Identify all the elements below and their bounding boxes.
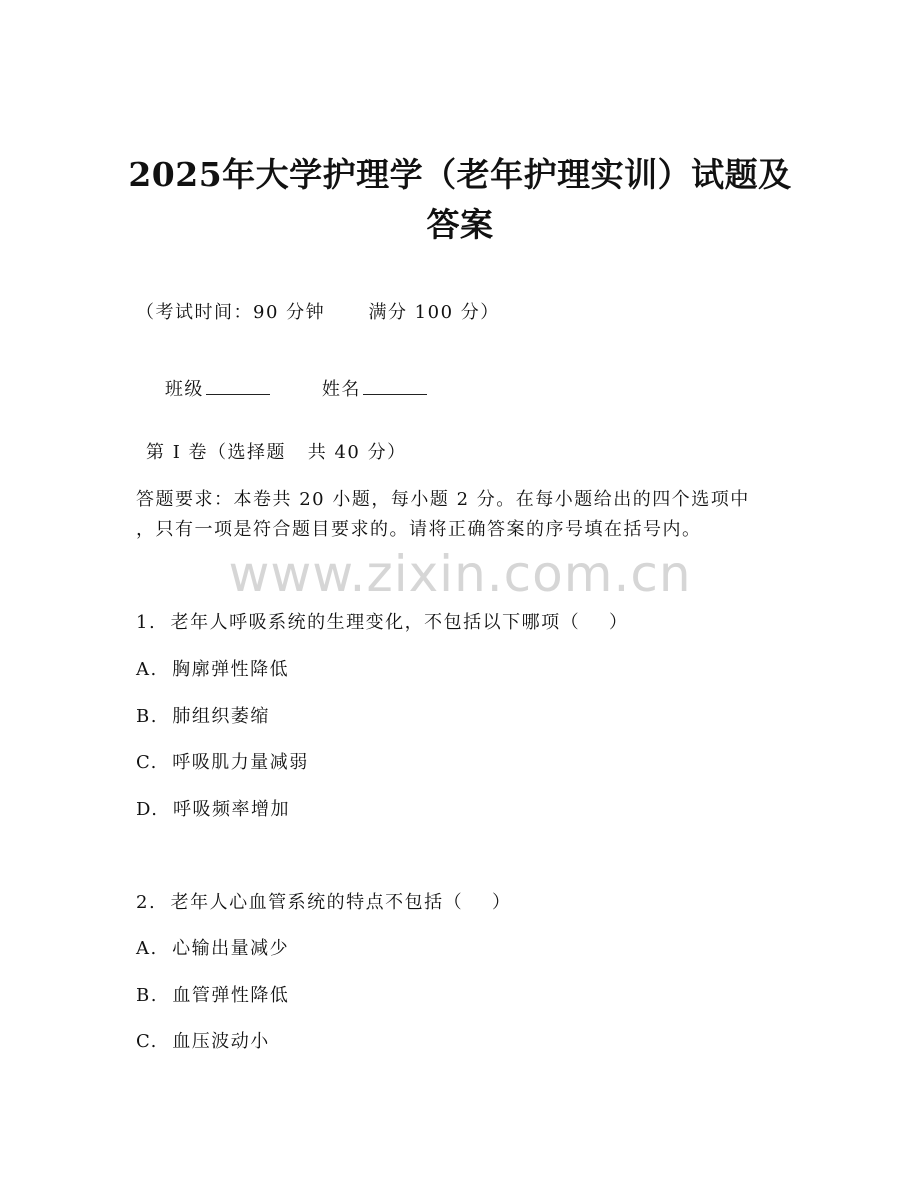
title-line-2: 答案 [426,205,494,244]
watermark: www.zixin.com.cn [228,545,692,603]
question-2-stem: 2. 老年人心血管系统的特点不包括（ ） [136,892,512,913]
class-label: 班级 [164,379,204,400]
name-blank[interactable] [363,376,427,395]
name-label: 姓名 [321,379,361,400]
instructions-line-1: 答题要求：本卷共 20 小题，每小题 2 分。在每小题给出的四个选项中 [136,489,750,510]
instructions-line-2: ，只有一项是符合题目要求的。请将正确答案的序号填在括号内。 [136,519,702,540]
question-1-stem: 1. 老年人呼吸系统的生理变化，不包括以下哪项（ ） [136,612,629,633]
question-2-option-c: C. 血压波动小 [136,1031,270,1052]
question-1-option-d: D. 呼吸频率增加 [136,799,290,820]
question-2-option-a: A. 心输出量减少 [136,938,290,959]
class-blank[interactable] [206,376,270,395]
title-line-1: 2025年大学护理学（老年护理实训）试题及 [128,155,792,194]
question-2-option-b: B. 血管弹性降低 [136,985,290,1006]
question-1-option-b: B. 肺组织萎缩 [136,706,270,727]
section-heading: 第 I 卷（选择题 共 40 分） [146,442,407,463]
exam-info: （考试时间：90 分钟 满分 100 分） [136,302,500,323]
question-1-option-c: C. 呼吸肌力量减弱 [136,752,309,773]
document-title [0,150,920,250]
question-1-option-a: A. 胸廓弹性降低 [136,659,290,680]
class-name-row [136,350,427,429]
